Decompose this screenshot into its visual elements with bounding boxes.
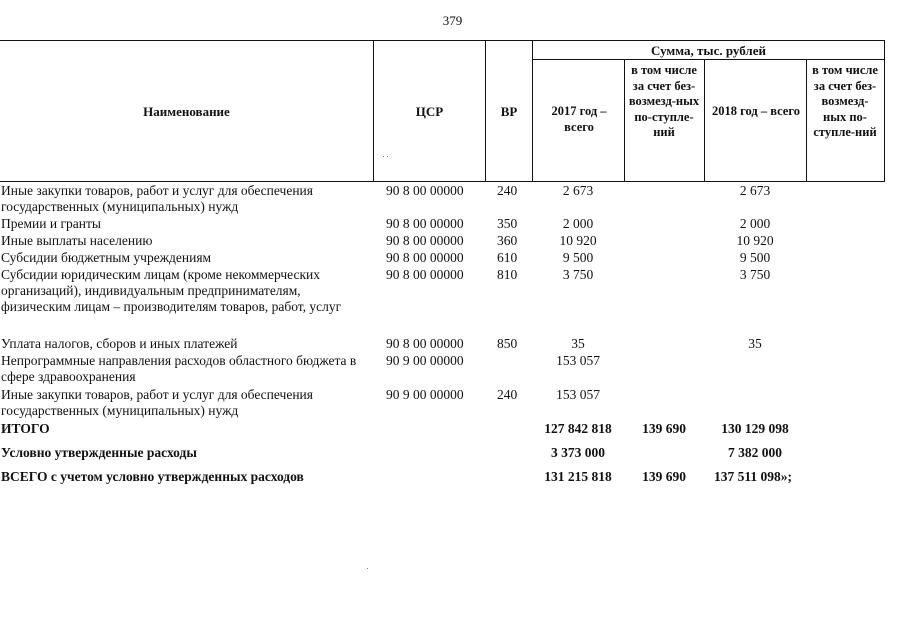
total-2017-total: 3 373 000 — [551, 445, 605, 460]
row-csr: 90 9 00 00000 — [386, 353, 464, 368]
row-csr: 90 8 00 00000 — [386, 183, 464, 198]
row-2017-total: 35 — [571, 336, 585, 351]
row-name: Субсидии юридическим лицам (кроме некоммерческих организаций), индивидуальным предпринимателям, физическим лицам – производителям товаров, работ, услуг — [1, 267, 342, 314]
header-2018-total: 2018 год – всего — [712, 104, 800, 118]
header-right-border — [884, 40, 885, 182]
header-2018-grants: в том числе за счет без-возмезд-ных по-ступле-ний — [812, 63, 878, 139]
row-2017-total: 2 000 — [562, 216, 594, 231]
header-2017-total: 2017 год – всего — [551, 104, 607, 134]
row-name: Непрограммные направления расходов областного бюджета в сфере здравоохранения — [1, 353, 357, 384]
header-csr: ЦСР — [415, 104, 444, 119]
header-top-border — [0, 40, 884, 41]
row-csr: 90 8 00 00000 — [386, 216, 464, 231]
scan-speck — [367, 568, 368, 569]
header-divider-4 — [624, 59, 625, 182]
row-2017-total: 153 057 — [556, 387, 600, 402]
row-2018-total: 9 500 — [739, 250, 771, 265]
row-2017-total: 3 750 — [562, 267, 594, 282]
row-2018-total: 2 673 — [739, 183, 771, 198]
row-csr: 90 8 00 00000 — [386, 250, 464, 265]
header-divider-6 — [806, 59, 807, 182]
row-2018-total: 2 000 — [739, 216, 771, 231]
row-2018-total: 35 — [748, 336, 762, 351]
total-name: Условно утвержденные расходы — [1, 445, 197, 460]
total-2017-grants: 139 690 — [642, 469, 686, 484]
total-2018-total: 7 382 000 — [728, 445, 782, 460]
sum-group-underline — [532, 59, 884, 60]
total-2017-total: 127 842 818 — [544, 421, 612, 436]
row-csr: 90 8 00 00000 — [386, 267, 464, 282]
row-2017-total: 153 057 — [556, 353, 600, 368]
row-2017-total: 2 673 — [562, 183, 594, 198]
page-number: 379 — [442, 13, 463, 28]
row-vr: 610 — [497, 250, 518, 265]
scan-speck — [383, 156, 384, 157]
row-2017-total: 9 500 — [562, 250, 594, 265]
row-vr: 360 — [497, 233, 518, 248]
row-name: Иные закупки товаров, работ и услуг для обеспечения государственных (муниципальных) нужд — [1, 183, 313, 214]
row-name: Иные закупки товаров, работ и услуг для обеспечения государственных (муниципальных) нужд — [1, 387, 313, 418]
row-csr: 90 9 00 00000 — [386, 387, 464, 402]
row-name: Субсидии бюджетным учреждениям — [1, 250, 212, 265]
scan-speck — [387, 156, 388, 157]
row-vr: 850 — [497, 336, 518, 351]
header-divider-5 — [704, 59, 705, 182]
row-name: Уплата налогов, сборов и иных платежей — [1, 336, 238, 351]
total-2017-total: 131 215 818 — [544, 469, 612, 484]
total-2018-total: 130 129 098 — [721, 421, 789, 436]
header-sum-group: Сумма, тыс. рублей — [651, 43, 766, 58]
row-2018-total: 3 750 — [739, 267, 771, 282]
row-csr: 90 8 00 00000 — [386, 336, 464, 351]
header-name: Наименование — [143, 104, 230, 119]
row-vr: 350 — [497, 216, 518, 231]
total-name: ИТОГО — [1, 421, 50, 436]
total-name: ВСЕГО с учетом условно утвержденных расходов — [1, 469, 304, 484]
row-2018-total: 10 920 — [736, 233, 774, 248]
row-2017-total: 10 920 — [559, 233, 597, 248]
total-2018-total: 137 511 098»; — [714, 469, 793, 484]
header-divider-3 — [532, 40, 533, 182]
row-vr: 240 — [497, 183, 518, 198]
row-name: Премии и гранты — [1, 216, 101, 231]
row-vr: 810 — [497, 267, 518, 282]
header-vr: ВР — [500, 104, 518, 119]
total-2017-grants: 139 690 — [642, 421, 686, 436]
header-2017-grants: в том числе за счет без-возмезд-ных по-ступле-ний — [628, 63, 700, 139]
row-name: Иные выплаты населению — [1, 233, 153, 248]
row-vr: 240 — [497, 387, 518, 402]
row-csr: 90 8 00 00000 — [386, 233, 464, 248]
header-bottom-border — [0, 181, 884, 182]
